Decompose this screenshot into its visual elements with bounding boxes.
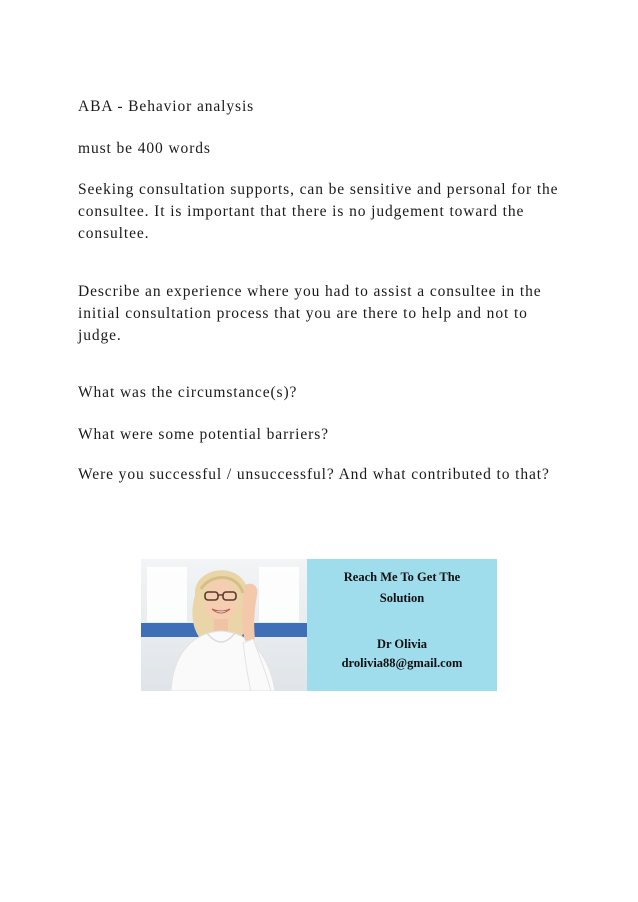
- intro-paragraph: Seeking consultation supports, can be sensitive and personal for the consultee. It is important that there is no judgement toward the consultee.: [78, 181, 559, 242]
- ad-text-panel: [307, 559, 497, 691]
- question-circumstance: What was the circumstance(s)?: [78, 384, 298, 401]
- woman-with-glasses-photo: [141, 559, 307, 691]
- contact-ad-banner: [141, 559, 497, 691]
- ad-headline-line2: Solution: [379, 591, 425, 605]
- question-barriers: What were some potential barriers?: [78, 426, 329, 443]
- ad-contact-email[interactable]: drolivia88@gmail.com: [341, 656, 463, 670]
- ad-contact-name: Dr Olivia: [376, 637, 428, 651]
- prompt-paragraph: Describe an experience where you had to assist a consultee in the initial consultation process that you are there to help and not to judge.: [78, 283, 542, 344]
- document-title: ABA - Behavior analysis: [78, 98, 255, 115]
- woman-portrait-icon: [141, 559, 307, 691]
- question-success: Were you successful / unsuccessful? And what contributed to that?: [78, 466, 550, 483]
- ad-headline-line1: Reach Me To Get The: [343, 570, 461, 584]
- word-requirement: must be 400 words: [78, 140, 211, 157]
